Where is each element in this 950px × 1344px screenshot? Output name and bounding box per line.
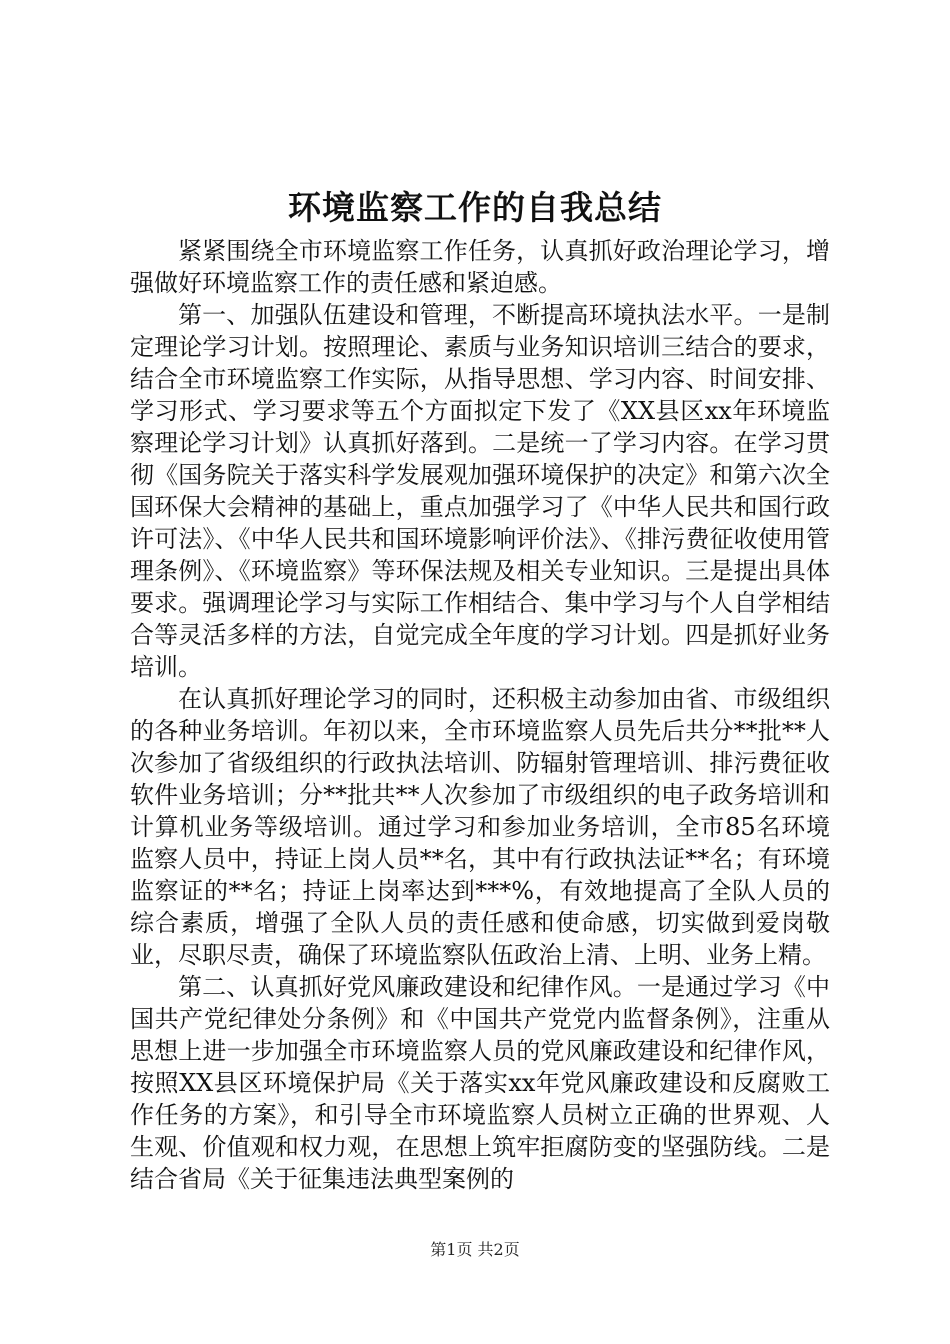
- document-title: 环境监察工作的自我总结: [288, 188, 662, 227]
- paragraph-intro: 紧紧围绕全市环境监察工作任务，认真抓好政治理论学习，增强做好环境监察工作的责任感和紧迫感。: [130, 237, 830, 297]
- paragraph-training: 在认真抓好理论学习的同时，还积极主动参加由省、市级组织的各种业务培训。年初以来，全市环境监察人员先后共分**批**人次参加了省级组织的行政执法培训、防辐射管理培训、排污费征收软件业务培训；分**批共**人次参加了市级组织的电子政务培训和计算机业务等级培训。通过学习和参加业务培训，全市85名环境监察人员中，持证上岗人员**名，其中有行政执法证**名；有环境监察证的**名；持证上岗率达到***%，有效地提高了全队人员的综合素质，增强了全队人员的责任感和使命感，切实做到爱岗敬业，尽职尽责，确保了环境监察队伍政治上清、上明、业务上精。: [130, 685, 830, 969]
- document-body: [130, 235, 830, 1195]
- paragraph-section-one: 第一、加强队伍建设和管理，不断提高环境执法水平。一是制定理论学习计划。按照理论、素质与业务知识培训三结合的要求，结合全市环境监察工作实际，从指导思想、学习内容、时间安排、学习形式、学习要求等五个方面拟定下发了《XX县区xx年环境监察理论学习计划》认真抓好落到。二是统一了学习内容。在学习贯彻《国务院关于落实科学发展观加强环境保护的决定》和第六次全国环保大会精神的基础上，重点加强学习了《中华人民共和国行政许可法》、《中华人民共和国环境影响评价法》、《排污费征收使用管理条例》、《环境监察》等环保法规及相关专业知识。三是提出具体要求。强调理论学习与实际工作相结合、集中学习与个人自学相结合等灵活多样的方法，自觉完成全年度的学习计划。四是抓好业务培训。: [130, 301, 830, 681]
- page-number-footer: 第1页 共2页: [430, 1240, 520, 1259]
- paragraph-section-two: 第二、认真抓好党风廉政建设和纪律作风。一是通过学习《中国共产党纪律处分条例》和《中国共产党党内监督条例》，注重从思想上进一步加强全市环境监察人员的党风廉政建设和纪律作风，按照XX县区环境保护局《关于落实xx年党风廉政建设和反腐败工作任务的方案》，和引导全市环境监察人员树立正确的世界观、人生观、价值观和权力观，在思想上筑牢拒腐防变的坚强防线。二是结合省局《关于征集违法典型案例的: [130, 973, 830, 1193]
